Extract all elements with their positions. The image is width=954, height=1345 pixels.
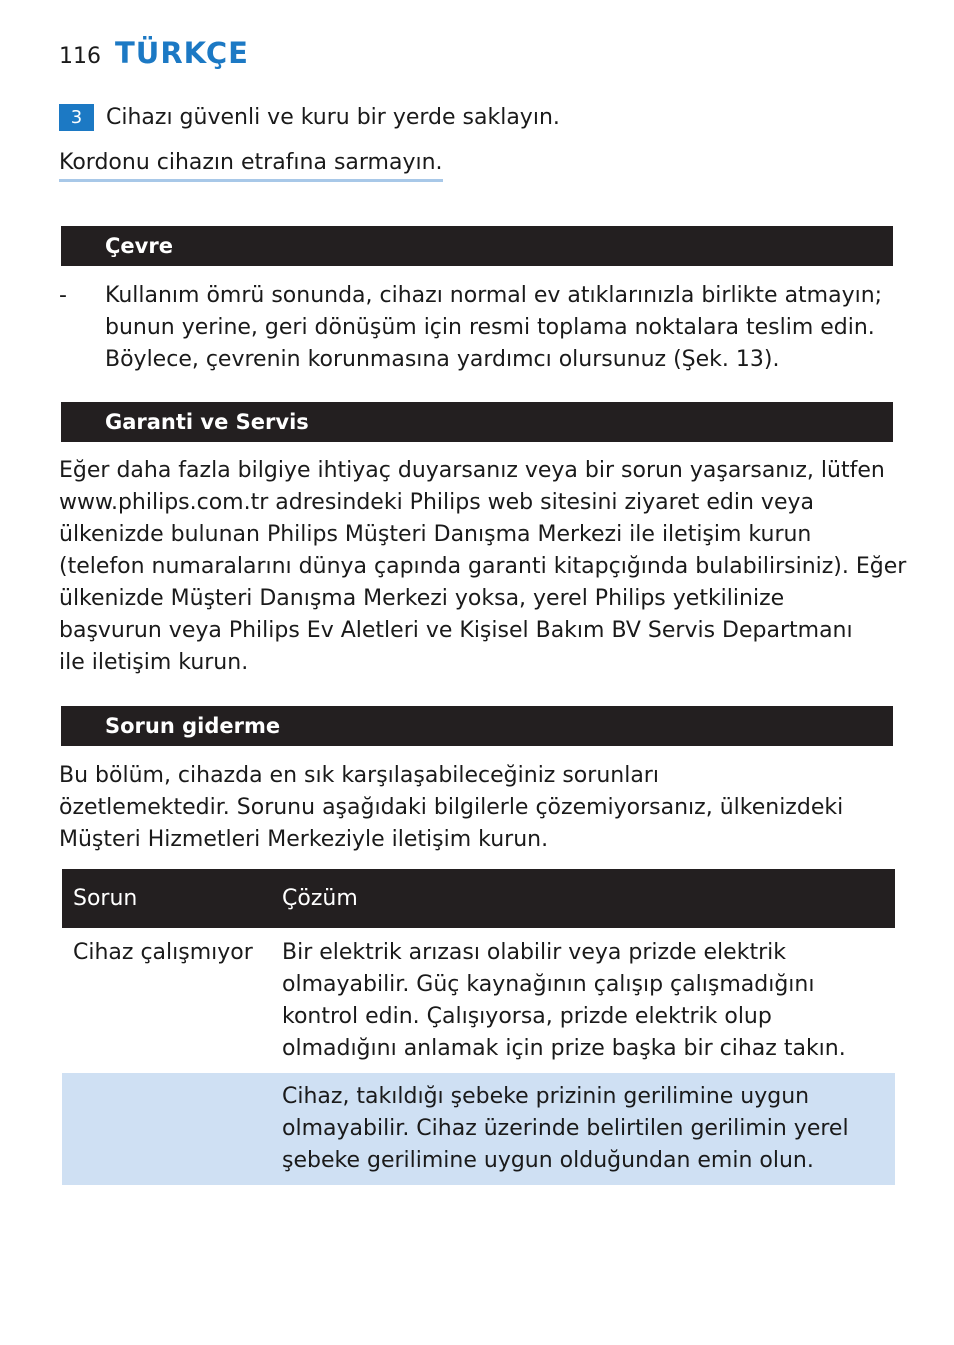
warranty-line: ülkenizde Müşteri Danışma Merkezi yoksa, yerel Philips yetkilinize <box>59 586 785 611</box>
solution-line: Cihaz, takıldığı şebeke prizinin gerilimine uygun <box>282 1084 810 1109</box>
warranty-line: Eğer daha fazla bilgiye ihtiyaç duyarsanız veya bir sorun yaşarsanız, lütfen <box>59 458 885 483</box>
bullet-dash: - <box>59 283 67 308</box>
warranty-line: başvurun veya Philips Ev Aletleri ve Kişisel Bakım BV Servis Departmanı <box>59 618 853 643</box>
table-row <box>62 1073 895 1185</box>
bullet-line: Kullanım ömrü sonunda, cihazı normal ev atıklarınızla birlikte atmayın; <box>105 283 883 308</box>
troubleshooting-line: özetlemektedir. Sorunu aşağıdaki bilgilerle çözemiyorsanız, ülkenizdeki <box>59 795 844 820</box>
warranty-line: ile iletişim kurun. <box>59 650 249 675</box>
troubleshooting-line: Müşteri Hizmetleri Merkeziyle iletişim kurun. <box>59 827 549 852</box>
problem-cell <box>62 1081 282 1177</box>
step-3 <box>59 104 560 131</box>
header-solution: Çözüm <box>282 886 358 911</box>
warranty-line <box>59 487 906 519</box>
environment-bullet <box>59 280 889 376</box>
warranty-line: ülkenizde bulunan Philips Müşteri Danışma Merkezi ile iletişim kurun <box>59 522 812 547</box>
step-text: Cihazı güvenli ve kuru bir yerde saklayın. <box>106 105 560 130</box>
table-header <box>62 869 895 928</box>
solution-line: olmayabilir. Güç kaynağının çalışıp çalışmadığını <box>282 972 815 997</box>
solution-line: olmadığını anlamak için prize başka bir cihaz takın. <box>282 1036 846 1061</box>
solution-line: Bir elektrik arızası olabilir veya prizde elektrik <box>282 940 786 965</box>
problem-cell: Cihaz çalışmıyor <box>73 940 253 965</box>
page-header <box>59 36 249 70</box>
page-number: 116 <box>59 44 101 69</box>
solution-cell <box>282 1081 895 1177</box>
section-title-troubleshooting: Sorun giderme <box>61 706 893 746</box>
solution-line: olmayabilir. Cihaz üzerinde belirtilen gerilimin yerel <box>282 1116 849 1141</box>
bullet-text <box>105 280 882 376</box>
solution-line: şebeke gerilimine uygun olduğundan emin olun. <box>282 1148 814 1173</box>
bullet-line: bunun yerine, geri dönüşüm için resmi toplama noktalara teslim edin. <box>105 315 875 340</box>
troubleshooting-paragraph <box>59 760 843 856</box>
troubleshooting-line: Bu bölüm, cihazda en sık karşılaşabileceğiniz sorunları <box>59 763 659 788</box>
step-number-badge: 3 <box>59 104 94 131</box>
language-title: TÜRKÇE <box>115 36 249 70</box>
bullet-line: Böylece, çevrenin korunmasına yardımcı olursunuz (Şek. 13). <box>105 347 780 372</box>
solution-cell <box>282 937 895 1065</box>
solution-line: kontrol edin. Çalışıyorsa, prizde elektrik olup <box>282 1004 772 1029</box>
philips-website-link[interactable]: www.philips.com.tr <box>59 490 269 515</box>
warranty-line-rest: adresindeki Philips web sitesini ziyaret edin veya <box>268 490 814 515</box>
warranty-paragraph <box>59 455 906 679</box>
header-problem: Sorun <box>73 886 138 911</box>
section-title-environment: Çevre <box>61 226 893 266</box>
troubleshooting-table <box>62 869 895 1185</box>
section-title-warranty: Garanti ve Servis <box>61 402 893 442</box>
note-text: Kordonu cihazın etrafına sarmayın. <box>59 150 443 182</box>
warranty-line: (telefon numaralarını dünya çapında garanti kitapçığında bulabilirsiniz). Eğer <box>59 554 907 579</box>
table-row <box>62 928 895 1073</box>
